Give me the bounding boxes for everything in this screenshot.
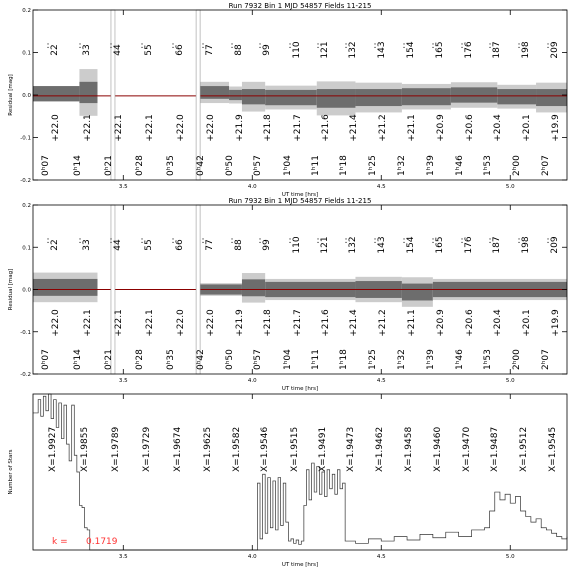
field-label: 154 bbox=[406, 236, 416, 254]
dec-label: +21.7 bbox=[293, 114, 303, 142]
field-label: 165 bbox=[435, 41, 445, 59]
airmass-label: X=1.9473 bbox=[346, 426, 356, 472]
residual-band-dark bbox=[451, 87, 497, 102]
field-marker: : bbox=[46, 236, 50, 246]
field-marker: : bbox=[488, 236, 492, 246]
field-marker: : bbox=[316, 41, 320, 51]
field-label: 33 bbox=[82, 239, 92, 251]
field-marker: : bbox=[460, 41, 464, 51]
y-tick-label: 0.1 bbox=[22, 245, 31, 252]
gap-marker bbox=[196, 205, 200, 374]
airmass-label: X=1.9462 bbox=[375, 426, 385, 472]
field-marker: : bbox=[230, 41, 234, 51]
gap-marker bbox=[196, 10, 200, 180]
airmass-label: X=1.9458 bbox=[404, 426, 414, 472]
y-tick-label: 0.0 bbox=[22, 93, 31, 99]
field-marker: : bbox=[288, 236, 292, 246]
residual-band-dark bbox=[242, 89, 265, 104]
residual-band-dark bbox=[536, 89, 567, 106]
field-marker: : bbox=[402, 236, 406, 246]
airmass-label: X=1.9729 bbox=[142, 426, 152, 472]
dec-label: +20.9 bbox=[436, 114, 446, 142]
airmass-label: X=1.9491 bbox=[318, 426, 328, 472]
field-marker: : bbox=[344, 236, 348, 246]
field-label: 143 bbox=[377, 236, 387, 254]
airmass-label: X=1.9546 bbox=[260, 426, 270, 472]
ra-label: 1ʰ39 bbox=[426, 349, 436, 370]
chart-title: Run 7932 Bin 1 MJD 54857 Fields 11-215 bbox=[228, 197, 372, 205]
x-axis-label: UT time [hrs] bbox=[281, 562, 319, 568]
dec-label: +21.7 bbox=[293, 309, 303, 337]
field-label: 88 bbox=[234, 44, 244, 56]
airmass-label: X=1.9487 bbox=[490, 426, 500, 472]
field-marker: : bbox=[431, 236, 435, 246]
field-label: 110 bbox=[292, 236, 302, 254]
dec-label: +22.1 bbox=[83, 309, 93, 337]
field-label: 121 bbox=[320, 41, 330, 59]
field-marker: : bbox=[546, 236, 550, 246]
k-value: 0.1719 bbox=[86, 537, 118, 547]
field-label: 66 bbox=[175, 239, 185, 251]
x-axis-label: UT time [hrs] bbox=[281, 386, 319, 392]
field-marker: : bbox=[546, 41, 550, 51]
field-marker: : bbox=[78, 41, 82, 51]
ra-label: 1ʰ53 bbox=[483, 155, 493, 176]
ra-label: 0ʰ28 bbox=[135, 155, 145, 176]
dec-label: +20.4 bbox=[493, 114, 503, 142]
ra-label: 0ʰ35 bbox=[166, 349, 176, 370]
dec-label: +19.9 bbox=[551, 114, 561, 142]
dec-label: +22.1 bbox=[83, 114, 93, 142]
residual-band-dark bbox=[33, 279, 97, 296]
airmass-label: X=1.9515 bbox=[290, 426, 300, 472]
residual-band-dark bbox=[242, 279, 265, 296]
field-marker: : bbox=[201, 41, 205, 51]
y-axis-label: Residual [mag] bbox=[8, 74, 14, 116]
dec-label: +21.1 bbox=[407, 309, 417, 337]
ra-label: 0ʰ35 bbox=[166, 155, 176, 176]
field-label: 176 bbox=[464, 41, 474, 59]
field-label: 187 bbox=[492, 236, 502, 254]
dec-label: +22.1 bbox=[114, 309, 124, 337]
ra-label: 2ʰ00 bbox=[512, 349, 522, 370]
x-tick-label: 5.0 bbox=[505, 554, 515, 560]
y-tick-label: 0.1 bbox=[22, 50, 31, 57]
ra-label: 2ʰ00 bbox=[512, 155, 522, 176]
dec-label: +20.1 bbox=[522, 114, 532, 142]
field-label: 77 bbox=[205, 44, 215, 56]
field-label: 165 bbox=[435, 236, 445, 254]
field-label: 132 bbox=[348, 41, 358, 59]
x-tick-label: 3.5 bbox=[118, 554, 128, 560]
y-axis-label: Residual [mag] bbox=[8, 268, 14, 311]
ra-label: 0ʰ57 bbox=[253, 349, 263, 370]
residual-band-dark bbox=[265, 90, 317, 105]
ra-label: 0ʰ21 bbox=[104, 349, 114, 370]
x-axis-label: UT time [hrs] bbox=[281, 192, 319, 198]
field-label: 88 bbox=[234, 239, 244, 251]
field-label: 66 bbox=[175, 44, 185, 56]
ra-label: 1ʰ18 bbox=[339, 155, 349, 176]
dec-label: +22.1 bbox=[114, 114, 124, 142]
dec-label: +21.6 bbox=[321, 309, 331, 337]
x-tick-label: 3.5 bbox=[118, 184, 128, 190]
x-tick-label: 4.0 bbox=[247, 184, 257, 190]
x-tick-label: 4.0 bbox=[247, 554, 257, 560]
x-tick-label: 4.5 bbox=[376, 184, 386, 190]
field-label: 187 bbox=[492, 41, 502, 59]
field-label: 77 bbox=[205, 239, 215, 251]
field-label: 55 bbox=[144, 44, 154, 56]
ra-label: 0ʰ42 bbox=[196, 155, 206, 176]
field-label: 44 bbox=[113, 44, 123, 56]
field-label: 176 bbox=[464, 236, 474, 254]
residual-band-dark bbox=[355, 89, 401, 106]
field-marker: : bbox=[201, 236, 205, 246]
y-tick-label: 0.2 bbox=[22, 8, 31, 14]
field-label: 209 bbox=[550, 41, 560, 59]
dec-label: +21.6 bbox=[321, 114, 331, 142]
residual-band-dark bbox=[497, 89, 536, 104]
field-label: 99 bbox=[262, 44, 272, 56]
ra-label: 1ʰ39 bbox=[426, 155, 436, 176]
field-marker: : bbox=[171, 41, 175, 51]
field-label: 132 bbox=[348, 236, 358, 254]
x-tick-label: 5.0 bbox=[505, 378, 515, 384]
dec-label: +21.9 bbox=[235, 114, 245, 142]
dec-label: +20.6 bbox=[465, 309, 475, 337]
dec-label: +21.1 bbox=[407, 114, 417, 142]
y-tick-label: -0.2 bbox=[20, 372, 31, 378]
field-marker: : bbox=[230, 236, 234, 246]
field-marker: : bbox=[140, 41, 144, 51]
airmass-label: X=1.9460 bbox=[433, 426, 443, 472]
field-marker: : bbox=[78, 236, 82, 246]
field-marker: : bbox=[373, 236, 377, 246]
ra-label: 0ʰ07 bbox=[41, 155, 51, 176]
dec-label: +22.0 bbox=[176, 114, 186, 142]
y-tick-label: 0.2 bbox=[22, 203, 31, 209]
dec-label: +20.6 bbox=[465, 114, 475, 142]
ra-label: 0ʰ14 bbox=[73, 349, 83, 370]
field-marker: : bbox=[109, 236, 113, 246]
airmass-label: X=1.9512 bbox=[519, 426, 529, 472]
ra-label: 0ʰ28 bbox=[135, 349, 145, 370]
ra-label: 0ʰ50 bbox=[225, 349, 235, 370]
dec-label: +21.8 bbox=[263, 309, 273, 337]
ra-label: 1ʰ04 bbox=[283, 155, 293, 176]
field-label: 44 bbox=[113, 239, 123, 251]
x-tick-label: 4.5 bbox=[376, 554, 386, 560]
y-axis-label: Number of Stars bbox=[8, 449, 14, 495]
airmass-label: X=1.9927 bbox=[48, 426, 58, 472]
chart-title: Run 7932 Bin 1 MJD 54857 Fields 11-215 bbox=[228, 2, 372, 10]
field-label: 154 bbox=[406, 41, 416, 59]
field-marker: : bbox=[109, 41, 113, 51]
dec-label: +22.0 bbox=[51, 309, 61, 337]
field-label: 110 bbox=[292, 41, 302, 59]
field-marker: : bbox=[316, 236, 320, 246]
dec-label: +20.9 bbox=[436, 309, 446, 337]
dec-label: +19.9 bbox=[551, 309, 561, 337]
k-label: k = bbox=[52, 537, 68, 547]
airmass-label: X=1.9674 bbox=[173, 426, 183, 472]
residual-band-dark bbox=[317, 89, 356, 108]
field-label: 22 bbox=[50, 44, 60, 56]
field-marker: : bbox=[460, 236, 464, 246]
field-label: 22 bbox=[50, 239, 60, 251]
field-label: 143 bbox=[377, 41, 387, 59]
dec-label: +22.1 bbox=[145, 114, 155, 142]
field-marker: : bbox=[402, 41, 406, 51]
ra-label: 0ʰ14 bbox=[73, 155, 83, 176]
field-label: 99 bbox=[262, 239, 272, 251]
field-label: 121 bbox=[320, 236, 330, 254]
dec-label: +22.0 bbox=[206, 114, 216, 142]
airmass-label: X=1.9625 bbox=[203, 426, 213, 472]
dec-label: +22.1 bbox=[145, 309, 155, 337]
ra-label: 1ʰ46 bbox=[455, 349, 465, 370]
ra-label: 1ʰ25 bbox=[368, 155, 378, 176]
residual-band-dark bbox=[33, 86, 79, 101]
y-tick-label: -0.1 bbox=[20, 135, 31, 142]
airmass-label: X=1.9789 bbox=[111, 426, 121, 472]
field-label: 33 bbox=[82, 44, 92, 56]
dec-label: +20.1 bbox=[522, 309, 532, 337]
field-label: 209 bbox=[550, 236, 560, 254]
ra-label: 1ʰ46 bbox=[455, 155, 465, 176]
x-tick-label: 5.0 bbox=[505, 184, 515, 190]
ra-label: 2ʰ07 bbox=[541, 155, 551, 176]
ra-label: 1ʰ32 bbox=[397, 349, 407, 370]
airmass-label: X=1.9582 bbox=[232, 426, 242, 472]
ra-label: 0ʰ50 bbox=[225, 155, 235, 176]
field-marker: : bbox=[431, 41, 435, 51]
dec-label: +21.2 bbox=[378, 114, 388, 142]
ra-label: 1ʰ18 bbox=[339, 349, 349, 370]
ra-label: 1ʰ25 bbox=[368, 349, 378, 370]
field-marker: : bbox=[488, 41, 492, 51]
field-marker: : bbox=[258, 41, 262, 51]
dec-label: +22.0 bbox=[206, 309, 216, 337]
y-tick-label: -0.1 bbox=[20, 329, 31, 336]
airmass-label: X=1.9470 bbox=[462, 426, 472, 472]
field-marker: : bbox=[344, 41, 348, 51]
ra-label: 0ʰ57 bbox=[253, 155, 263, 176]
residual-band-dark bbox=[198, 86, 229, 99]
ra-label: 0ʰ21 bbox=[104, 155, 114, 176]
field-marker: : bbox=[517, 41, 521, 51]
dec-label: +21.4 bbox=[349, 309, 359, 337]
ra-label: 1ʰ11 bbox=[311, 349, 321, 370]
dec-label: +22.0 bbox=[176, 309, 186, 337]
x-tick-label: 3.5 bbox=[118, 378, 128, 384]
panel-3 bbox=[8, 394, 567, 568]
airmass-label: X=1.9855 bbox=[80, 426, 90, 472]
dec-label: +21.4 bbox=[349, 114, 359, 142]
ra-label: 0ʰ07 bbox=[41, 349, 51, 370]
x-tick-label: 4.0 bbox=[247, 378, 257, 384]
gap-marker bbox=[111, 205, 115, 374]
dec-label: +22.0 bbox=[51, 114, 61, 142]
field-marker: : bbox=[258, 236, 262, 246]
field-marker: : bbox=[140, 236, 144, 246]
ra-label: 1ʰ11 bbox=[311, 155, 321, 176]
field-marker: : bbox=[171, 236, 175, 246]
field-marker: : bbox=[517, 236, 521, 246]
ra-label: 1ʰ53 bbox=[483, 349, 493, 370]
field-marker: : bbox=[46, 41, 50, 51]
residual-band-dark bbox=[79, 82, 97, 103]
airmass-label: X=1.9545 bbox=[548, 426, 558, 472]
field-label: 55 bbox=[144, 239, 154, 251]
dec-label: +21.9 bbox=[235, 309, 245, 337]
x-tick-label: 4.5 bbox=[376, 378, 386, 384]
y-tick-label: 0.0 bbox=[22, 287, 31, 294]
dec-label: +20.4 bbox=[493, 309, 503, 337]
panel-2 bbox=[8, 197, 567, 392]
dec-label: +21.8 bbox=[263, 114, 273, 142]
field-label: 198 bbox=[521, 236, 531, 254]
field-marker: : bbox=[288, 41, 292, 51]
field-marker: : bbox=[373, 41, 377, 51]
residual-band-dark bbox=[229, 90, 242, 100]
field-label: 198 bbox=[521, 41, 531, 59]
ra-label: 0ʰ42 bbox=[196, 349, 206, 370]
residual-band-dark bbox=[402, 88, 451, 105]
dec-label: +21.2 bbox=[378, 309, 388, 337]
residual-band-dark bbox=[402, 284, 433, 301]
gap-marker bbox=[111, 10, 115, 180]
ra-label: 1ʰ32 bbox=[397, 155, 407, 176]
panel-1 bbox=[8, 2, 567, 198]
ra-label: 1ʰ04 bbox=[283, 349, 293, 370]
ra-label: 2ʰ07 bbox=[541, 349, 551, 370]
y-tick-label: -0.2 bbox=[20, 178, 31, 184]
